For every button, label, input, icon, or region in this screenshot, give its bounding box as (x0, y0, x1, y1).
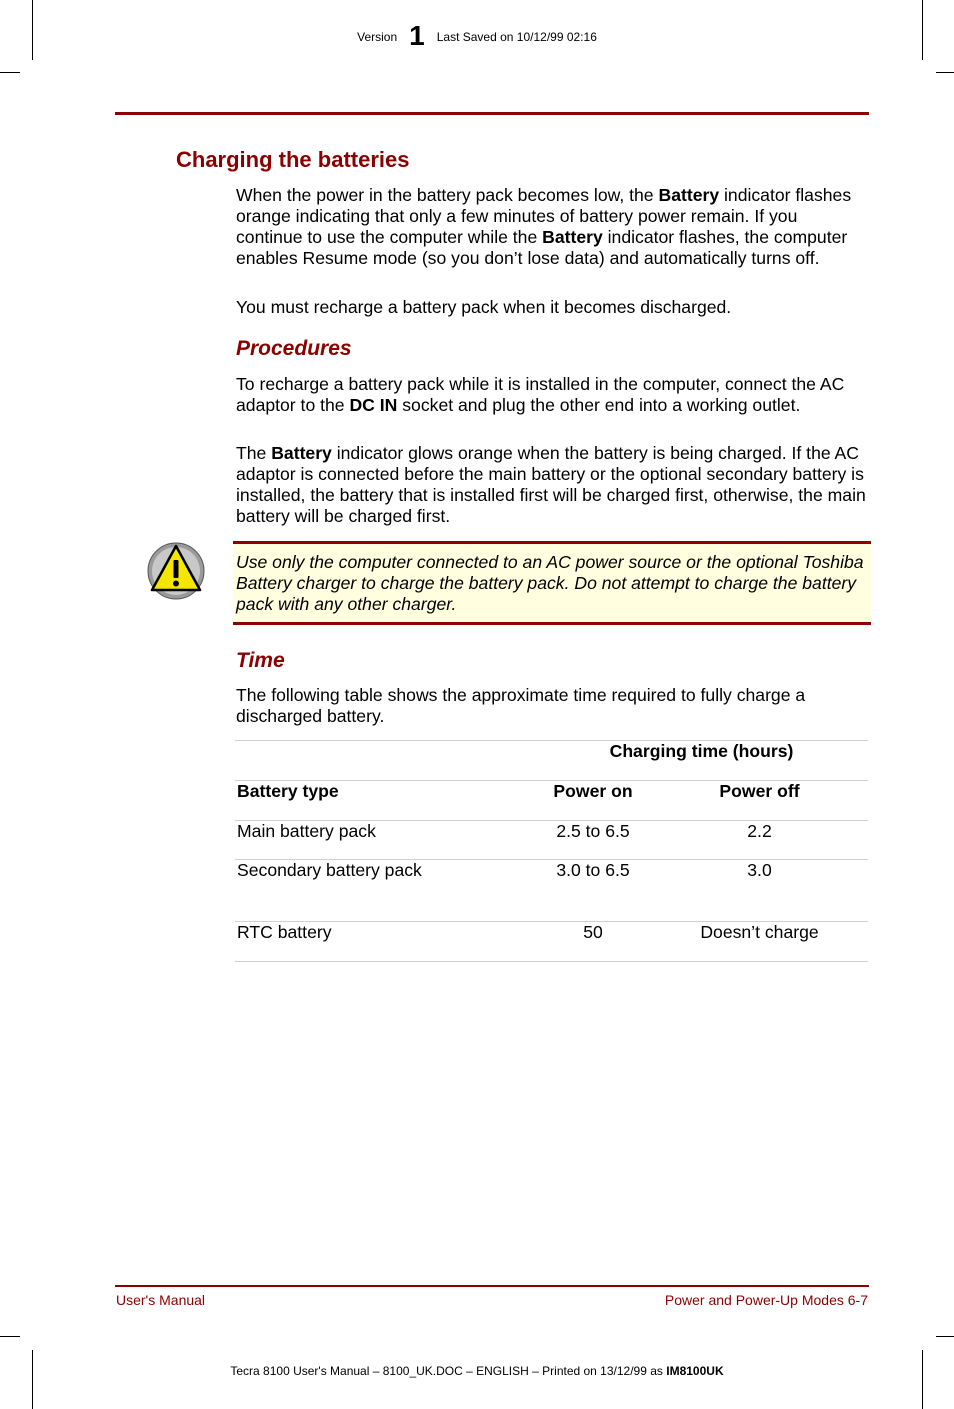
caution-text: Use only the computer connected to an AC power source or the optional Toshiba Battery charger to charge the battery pack. Do not attempt to charge the battery pack with any other charger. (236, 552, 864, 614)
last-saved: Last Saved on 10/12/99 02:16 (436, 30, 597, 44)
intro-paragraph: When the power in the battery pack becomes low, the Battery indicator flashes orange indicating that only a few minutes of battery power remain. If you continue to use the computer while the Battery indicator flashes, the computer enables Resume mode (so you don’t lose data) and automatically turns off. (236, 185, 852, 268)
indicator-paragraph: The Battery indicator glows orange when the battery is being charged. If the AC adaptor is connected before the main battery or the optional secondary battery is installed, the battery that is installed first will be charged first, otherwise, the main battery will be charged first. (236, 443, 866, 526)
table-group-header: Charging time (hours) (535, 741, 868, 781)
crop-mark (922, 1350, 923, 1409)
table-row (235, 922, 868, 962)
crop-mark (936, 1336, 954, 1337)
header-rule (115, 112, 869, 115)
caution-box (233, 541, 871, 625)
time-paragraph: The following table shows the approximate time required to fully charge a discharged battery. (236, 685, 806, 726)
battery-term: Battery (658, 185, 720, 205)
recharge-paragraph: You must recharge a battery pack when it becomes discharged. (236, 297, 732, 317)
footer-left: User's Manual (116, 1292, 206, 1308)
column-header-power-off: Power off (651, 781, 868, 821)
section-title: Charging the batteries (176, 147, 410, 172)
cell-power-off: 2.2 (651, 821, 868, 860)
crop-mark (936, 72, 954, 73)
footer-rule (115, 1285, 869, 1287)
procedures-paragraph: To recharge a battery pack while it is installed in the computer, connect the AC adaptor to the DC IN socket and plug the other end into a working outlet. (236, 374, 845, 415)
procedures-title: Procedures (236, 337, 352, 360)
cell-power-on: 3.0 to 6.5 (535, 860, 651, 922)
crop-mark (0, 1336, 20, 1337)
print-code: IM8100UK (666, 1364, 724, 1378)
time-title: Time (236, 649, 285, 672)
table-row (235, 860, 868, 922)
footer-right: Power and Power-Up Modes 6-7 (664, 1292, 868, 1308)
print-info: Tecra 8100 User's Manual – 8100_UK.DOC – ENGLISH – Printed on 13/12/99 as IM8100UK (230, 1364, 724, 1378)
column-header-power-on: Power on (535, 781, 651, 821)
version-header (0, 20, 954, 52)
crop-mark (32, 1350, 33, 1409)
cell-battery-type: Secondary battery pack (235, 860, 535, 922)
warning-triangle-icon (145, 541, 207, 603)
charging-time-table (235, 740, 868, 962)
cell-power-on: 2.5 to 6.5 (535, 821, 651, 860)
cell-power-off: 3.0 (651, 860, 868, 922)
cell-battery-type: RTC battery (235, 922, 535, 962)
version-label: Version (357, 30, 398, 44)
battery-term: Battery (271, 443, 332, 463)
table-empty-corner (235, 741, 535, 781)
dc-in-term: DC IN (349, 395, 398, 415)
table-row (235, 821, 868, 860)
column-header-battery-type: Battery type (235, 781, 535, 821)
cell-battery-type: Main battery pack (235, 821, 535, 860)
cell-power-off: Doesn’t charge (651, 922, 868, 962)
battery-term: Battery (542, 227, 603, 247)
version-number: 1 (409, 20, 425, 51)
crop-mark (0, 72, 20, 73)
cell-power-on: 50 (535, 922, 651, 962)
